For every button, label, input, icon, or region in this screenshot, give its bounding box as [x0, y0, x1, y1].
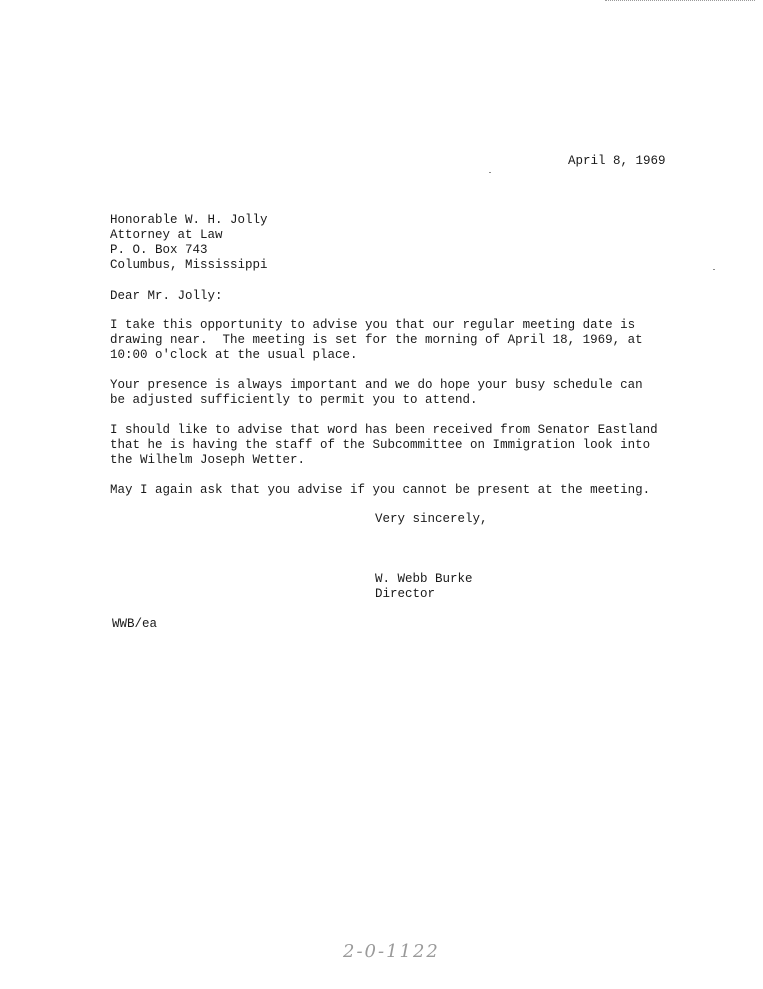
- recipient-title: Attorney at Law: [110, 228, 223, 242]
- recipient-po-box: P. O. Box 743: [110, 243, 208, 257]
- body-paragraph-senator: I should like to advise that word has been received from Senator Eastland that he is having the staff of the Subcommittee on Immigration look into the Wilhelm Joseph Wetter.: [110, 423, 658, 467]
- recipient-city: Columbus, Mississippi: [110, 258, 268, 272]
- handwritten-file-number: 2-0-1122: [343, 941, 440, 962]
- letter-date: April 8, 1969: [568, 154, 666, 168]
- complimentary-closing: Very sincerely,: [375, 512, 488, 526]
- signature-block: [375, 572, 473, 602]
- scan-speck: [489, 172, 491, 173]
- salutation: Dear Mr. Jolly:: [110, 289, 223, 303]
- top-dotted-rule: [605, 0, 755, 1]
- signer-name: W. Webb Burke: [375, 572, 473, 586]
- inside-address: [110, 213, 268, 273]
- recipient-name: Honorable W. H. Jolly: [110, 213, 268, 227]
- reference-initials: WWB/ea: [112, 617, 158, 631]
- signer-title: Director: [375, 587, 436, 601]
- scan-speck: [713, 269, 715, 270]
- body-paragraph-request: May I again ask that you advise if you cannot be present at the meeting.: [110, 483, 651, 497]
- body-paragraph-presence: Your presence is always important and we do hope your busy schedule can be adjusted sufficiently to permit you to attend.: [110, 378, 643, 407]
- body-paragraph-meeting: I take this opportunity to advise you that our regular meeting date is drawing near. The meeting is set for the morning of April 18, 1969, at 10:00 o'clock at the usual place.: [110, 318, 643, 362]
